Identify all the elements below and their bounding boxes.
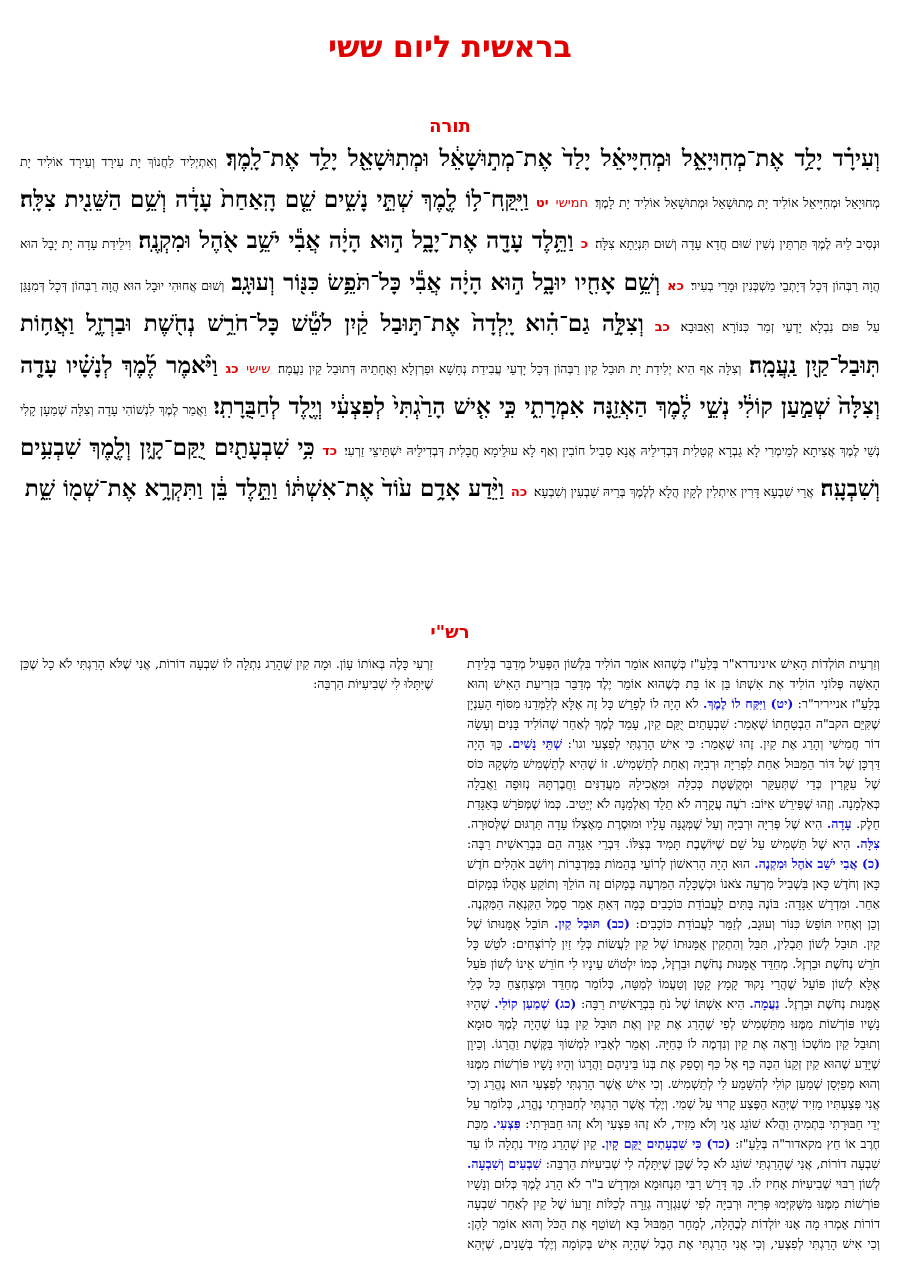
- rashi-dibur-hamatchil: (יט) וַיִּקַּח לוֹ לֶמֶךְ.: [703, 696, 794, 711]
- rashi-dibur-hamatchil: צִלָּה.: [856, 836, 880, 851]
- rashi-comment: לֹא הָיָה לוֹ לְפָרֵשׁ כָּל זֶה אֶלָּא לְלַמְּדֵנוּ מִסּוֹף הָעִנְיָן שֶׁקִּיֵּם הקב"ה הַבְטָחָתוֹ שֶׁאָמַר: שִׁבְעָתַיִם יֻקַּם קַיִן, עָמַד לֶמֶךְ לְאַחַר שֶׁהוֹלִיד בָּנִים וְעָשָׂה דוֹר חֲמִישִׁי וְהָרַג אֶת קַיִן. זֶהוּ שֶׁאָמַר: כִּי אִישׁ הָרַגְתִּי לְפִצְעִי וגו':: [467, 696, 880, 751]
- targum-text: וְשׁוּם אֲחוּהִי יוּבָל הוּא הֲוָה רַבְּהוֹן דְּכָל דְּמִנַּגַּן עַל פּוּם נִבְלָא יָדְעֵי זְמַר כִּנּוֹרָא וְאַבּוּבָא׃: [20, 277, 880, 334]
- rashi-comment: הִיא שֶׁל תַּשְׁמִישׁ עַל שֵׁם שֶׁיּוֹשֶׁבֶת תָּמִיד בְּצִלּוֹ. דִּבְרֵי אַגָּדָה הֵם בִּבְרֵאשִׁית רַבָּה:: [467, 836, 851, 851]
- verse-text: וַתֵּ֥לֶד עָדָ֖ה אֶת־יָבָ֑ל ה֣וּא הָיָ֔ה אֲבִ֕י יֹשֵׁ֥ב אֹ֖הֶל וּמִקְנֶֽה׃: [138, 227, 574, 254]
- verse-number: כא: [667, 278, 684, 294]
- rashi-comment: קַיִן שֶׁהָרַג מֵזִיד נִתְלָה לוֹ עַד שִׁבְעָה דוֹרוֹת, אֲנִי שֶׁהָרַגְתִּי שׁוֹגֵג לֹא כָל שֶׁכֵּן שֶׁיִּתָּלֶה לִי שְׁבִיעִיּוֹת הַרְבֵּה:: [467, 1136, 880, 1171]
- verse-number: כה: [510, 485, 528, 500]
- rashi-dibur-hamatchil: עָדָה.: [826, 816, 852, 831]
- page-title: בראשית ליום ששי: [328, 30, 572, 65]
- rashi-comment: הוּא הָיָה הָרִאשׁוֹן לְרוֹעֵי בְּהֵמוֹת בַּמִּדְבָּרוֹת וְיוֹשֵׁב אֹהָלִים חֹדֶשׁ כָּאן וְחֹדֶשׁ כָּאן בִּשְׁבִיל מִרְעֵה צֹאנוֹ וּכְשֶׁכָּלָה הַמִּרְעֶה בְּמָקוֹם זֶה הוֹלֵךְ וְתוֹקֵעַ אָהֳלוֹ בְּמָקוֹם אַחֵר. וּמִדְרָשׁ אַגָּדָה: בּוֹנֶה בָּתִּים לַעֲבוֹדַת כּוֹכָבִים כְּמָה דְּאַתְּ אָמַר סֵמֶל הַקִּנְאָה הַמַּקְנֶה. וְכֵן וְאָחִיו תּוֹפֵשׂ כִּנּוֹר וְעוּגָב, לְזַמֵּר לַעֲבוֹדַת כּוֹכָבִים:: [467, 856, 880, 931]
- rashi-comment: תּוֹבֵל אֻמָּנוּתוֹ שֶׁל קַיִן. תּוּבַל לְשׁוֹן תַּבְלִין, תִּבֵּל וְהִתְקִין אֻמָּנוּתוֹ שֶׁל קַיִן לַעֲשׂוֹת כְּלֵי זַיִן לָרוֹצְחִים: לֹטֵשׁ כָּל חֹרֵשׁ נְחֹשֶׁת וּבַרְזֶל. מְחַדֵּד אֻמָּנוּת נְחֹשֶׁת וּבַרְזֶל, כְּמוֹ יִלְטוֹשׁ עֵינָיו לִי חוֹרֵשׁ אֵינוֹ לְשׁוֹן פֹּעַל אֶלָּא לְשׁוֹן פּוֹעֵל שֶׁהֲרֵי נָקוּד קָמָץ קָטָן וְטַעֲמוֹ לְמַטָּה, כְּלוֹמַר מְחַדֵּד וּמְצַחְצֵחַ כָּל כְּלֵי אֻמָּנוּת נְחֹשֶׁת וּבַרְזֶל.: [467, 916, 880, 1011]
- verse-text: וַיֹּ֨אמֶר לֶ֜מֶךְ לְנָשָׁ֗יו עָדָ֤ה וְצִלָּה֙ שְׁמַ֣עַן קוֹלִ֔י נְשֵׁ֣י לֶ֔מֶךְ הַאְזֵ֖נָּה אִמְרָתִ֑י כִּ֣י אִ֤ישׁ הָרַ֙גְתִּי֙ לְפִצְעִ֔י וְיֶ֖לֶד לְחַבֻּרָתִֽי׃: [20, 351, 880, 420]
- rashi-dibur-hamatchil: שְׁתֵּי נָשִׁים.: [508, 736, 563, 751]
- aliyah-marker: חמישי: [555, 195, 589, 211]
- verse-number: כב: [654, 320, 670, 335]
- verse-text: וַיִּֽקַּֽח־ל֥וֹ לֶ֖מֶךְ שְׁתֵּ֣י נָשִׁ֑ים שֵׁ֤ם הָֽאַחַת֙ עָדָ֔ה וְשֵׁ֥ם הַשֵּׁנִ֖ית צִלָּֽה׃: [20, 185, 529, 213]
- verse-text: וַיֵּ֨דַע אָדָ֥ם ע֙וֹד֙ אֶת־אִשְׁתּ֔וֹ וַתֵּ֣לֶד בֵּ֔ן וַתִּקְרָ֥א אֶת־שְׁמ֖וֹ שֵׁ֑ת: [24, 475, 505, 502]
- verse-number: כד: [322, 443, 338, 459]
- targum-text: וּנְסִיב לֵיהּ לֶמֶךְ תַּרְתֵּין נְשִׁין שׁוּם חֲדָא עָדָה וְשׁוּם תִּנְיֵתָא צִלָּה׃: [595, 236, 880, 251]
- verse-number: כ: [580, 237, 589, 252]
- verse-number: כג: [225, 361, 239, 377]
- targum-text: וְצִלָּה אַף הִיא יְלִידַת יָת תּוּבַל קַיִן רַבְּהוֹן דְּכָל יָדְעֵי עֲבִידַת נְחָשָׁא וּפַרְזְלָא וַאֲחָתֵיהּ דְּתוּבַל קַיִן נַעֲמָה׃: [278, 360, 742, 376]
- rashi-dibur-hamatchil: (כב) תּוּבַל קַיִן.: [553, 916, 630, 931]
- rashi-dibur-hamatchil: שִׁבְעִים וְשִׁבְעָה.: [467, 1156, 542, 1171]
- torah-text: [20, 140, 880, 618]
- rashi-comment: מַכַּת חֶרֶב אוֹ חֵץ מקאדור"ה בְּלַעַ"ז:: [467, 1116, 880, 1151]
- aliyah-marker: שישי: [246, 361, 271, 377]
- rashi-comment: הִיא שֶׁל פְּרִיָּה וּרְבִיָּה וְעַל שֶׁמְּגֻנָּה עָלָיו וּמוּסֶרֶת מֵאֶצְלוֹ עָדָה תַּרְגּוּם שֶׁלְּסוּרָה.: [467, 816, 823, 831]
- verse-text: כִּ֥י שִׁבְעָתַ֖יִם יֻקַּם־קָ֑יִן וְלֶ֖מֶךְ שִׁבְעִ֥ים וְשִׁבְעָֽה׃: [20, 433, 880, 502]
- verse-number: יט: [535, 195, 549, 211]
- rashi-commentary: [20, 654, 880, 1254]
- targum-text: וַאֲמַר לֶמֶךְ לִנְשׁוֹהִי עָדָה וְצִלָּה שְׁמַעָן קָלִי נְשֵׁי לֶמֶךְ אֲצִיתָא לְמֵימְרִי לָא גַבְרָא קְטָלִית דְּבְדִילֵיהּ אֲנָא סָבִיל חוֹבִין וְאַף לָא עוּלֵימָא חֲבָלִית דְּבְדִילֵיהּ יִשְׁתֵּיצֵי זַרְעִי׃: [20, 402, 880, 458]
- rashi-dibur-hamatchil: (כד) כִּי שִׁבְעָתַיִם יֻקַּם קָיִן.: [601, 1136, 731, 1151]
- verse-text: וְשֵׁ֥ם אָחִ֖יו יוּבָ֑ל ה֣וּא הָיָ֔ה אֲבִ֕י כָּל־תֹּפֵ֥שׂ כִּנּ֖וֹר וְעוּגָֽב׃: [231, 268, 661, 296]
- rashi-comment: שֶׁהָיוּ נָשָׁיו פּוֹרְשׁוֹת מִמֶּנּוּ מִתַּשְׁמִישׁ לְפִי שֶׁהָרַג אֶת קַיִן וְאֶת תּוּבַל קַיִן בְּנוֹ שֶׁהָיָה לֶמֶךְ סוּמָא וְתוּבַל קַיִן מוֹשְׁכוֹ וְרָאָה אֶת קַיִן וְנִדְמֶה לוֹ כְּחַיָּה. וְאָמַר לְאָבִיו לִמְשׁוֹךְ בַּקֶּשֶׁת וַהֲרָגוֹ. וְכֵיוָן שֶׁיָּדַע שֶׁהוּא קַיִן זְקֵנוֹ הִכָּה כַּף אֶל כַּף וְסָפַק אֶת בְּנוֹ בֵּינֵיהֶם וַהֲרָגוֹ וְהָיוּ נָשָׁיו פּוֹרְשׁוֹת מִמֶּנּוּ וְהוּא מְפַיְּסָן שְׁמַעַן קוֹלִי לְהִשָּׁמַע לִי לְתַשְׁמִישׁ. וְכִי אִישׁ אֲשֶׁר הָרַגְתִּי לְפִצְעִי הוּא נֶהֱרַג וְכִי אֲנִי פְּצַעְתִּיו מֵזִיד שֶׁיְּהֵא הַפֶּצַע קָרוּי עַל שְׁמִי. וְיֶלֶד אֲשֶׁר הָרַגְתִּי לְחַבּוּרָתִי נֶהֱרַג, כְּלוֹמַר עַל יְדֵי חַבּוּרָתִי בִּתְמִיהָ וַהֲלֹא שׁוֹגֵג אֲנִי וְלֹא מֵזִיד, לֹא זֶהוּ פִּצְעִי וְלֹא זֶהוּ חַבּוּרָתִי:: [467, 996, 880, 1131]
- verse-text: וְצִלָּ֣ה גַם־הִ֗וא יָֽלְדָה֙ אֶת־תּ֣וּבַל קַ֔יִן לֹטֵ֕שׁ כָּל־חֹרֵ֥שׁ נְחֹ֖שֶׁת וּבַרְזֶ֑ל וַאֲח֥וֹת תּֽוּבַל־קַ֖יִן נַֽעֲמָֽה׃: [20, 310, 880, 379]
- targum-text: וְאִתְיְלִיד לַחֲנוֹךְ יָת עִירָד וְעִירָד אוֹלִיד יָת מְחוּיָאֵל וּמְחִיָּיאֵל אוֹלִיד יָת מְתוּשָׁאֵל וּמְתוּשָׁאֵל אוֹלִיד יָת לָמֶךְ׃: [20, 154, 880, 210]
- rashi-comment: וְזִרְעִית תּוֹלְדוֹת הָאִישׁ אינינדרא"ר בְּלַעַ"ז כְּשֶׁהוּא אוֹמֵר הוֹלִיד בִּלְשׁוֹן הַפְּעִיל מְדַבֵּר בְּלֵידַת הָאִשָּׁה פְּלוֹנִי הוֹלִיד אֶת אִשְׁתּוֹ בֵּן אוֹ בַּת כְּשֶׁהוּא אוֹמֵר יֶלֶד מְדַבֵּר בִּזְרִיעַת הָאִישׁ וְהוּא בְּלַעַ"ז אנייריר"ר:: [467, 656, 880, 711]
- rashi-dibur-hamatchil: (כג) שְׁמַעַן קוֹלִי.: [494, 996, 577, 1011]
- rashi-dibur-hamatchil: נַעֲמָה.: [749, 996, 780, 1011]
- torah-heading: תורה: [429, 116, 471, 137]
- verse-text: וְעִירָ֗ד יָלַ֥ד אֶת־מְחֽוּיָאֵ֑ל וּמְחִיָּיאֵ֗ל יָלַד֙ אֶת־מְת֣וּשָׁאֵ֔ל וּמְתֽוּשָׁאֵ֖ל יָלַ֥ד אֶת־לָֽמֶךְ׃: [226, 145, 880, 172]
- rashi-comment: הִיא אִשְׁתּוֹ שֶׁל נֹחַ בִּבְרֵאשִׁית רַבָּה:: [580, 996, 745, 1011]
- rashi-dibur-hamatchil: (כ) אֲבִי יֹשֵׁב אֹהֶל וּמִקְנֶה.: [754, 856, 880, 871]
- rashi-comment: לְשׁוֹן רִבּוּי שְׁבִיעִיּוֹת אָחִיז לוֹ. כָּךְ דָּרַשׁ רַבִּי תַּנְחוּמָא וּמִדְרָשׁ ב"ר לֹא הָרַג לֶמֶךְ כְּלוּם וְנָשָׁיו פּוֹרְשׁוֹת מִמֶּנּוּ מִשֶּׁקִּיְּמוּ פְּרִיָּה וּרְבִיָּה לְפִי שֶׁנִּגְזְרָה גְזֵרָה לְכַלּוֹת זַרְעוֹ שֶׁל קַיִן לְאַחַר שִׁבְעָה דוֹרוֹת אָמְרוּ מָה אָנוּ יוֹלְדוֹת לְבֶהָלָה, לְמָחָר הַמַּבּוּל בָּא וְשׁוֹטֵף אֶת הַכֹּל וְהוּא אוֹמֵר לָהֶן: וְכִי אִישׁ הָרַגְתִּי לְפִצְעִי, וְכִי אֲנִי הָרַגְתִּי אֶת הֶבֶל שֶׁהָיָה אִישׁ בְּקוֹמָה וְיֶלֶד בְּשָׁנִים, שֶׁיְּהֵא זַרְעִי כָּלֶה בְּאוֹתוֹ עָוֹן. וּמָה קַיִן שֶׁהָרַג נִתְלָה לוֹ שִׁבְעָה דוֹרוֹת, אֲנִי שֶׁלֹּא הָרַגְתִּי לֹא כָל שֶׁכֵּן שֶׁיִּתָּלוּ לִי שְׁבִיעִיּוֹת הַרְבֵּה:: [20, 656, 880, 1251]
- targum-text: וִילֵידַת עָדָה יָת יָבָל הוּא הֲוָה רַבְּהוֹן דְּכָל דְּיָתְבֵי מַשְׁכְּנִין וּמָרֵי בְעִיר׃: [20, 236, 880, 293]
- rashi-dibur-hamatchil: פִּצְעִי.: [492, 1116, 521, 1131]
- targum-text: אֲרֵי שִׁבְעָא דָּרִין אִיתְלִין לְקָיִן הֲלָא לְלֶמֶךְ בְּרֵיהּ שַׁבְעִין וְשִׁבְעָא׃: [533, 484, 814, 499]
- rashi-heading: רש"י: [430, 622, 470, 643]
- rashi-comment: כָּךְ הָיָה דַּרְכָּן שֶׁל דּוֹר הַמַּבּוּל אַחַת לִפְרִיָּה וּרְבִיָּה וְאַחַת לְתַשְׁמִישׁ. זוֹ שֶׁהִיא לְתַשְׁמִישׁ מַשְׁקָהּ כּוֹס שֶׁל עִקָּרִין כְּדֵי שֶׁתְּעַקֵּר וּמְקֻשֶּׁטֶת כְּכַלָּה וּמַאֲכִילָהּ מַעֲדַנִּים וַחֲבֶרְתָּהּ נְזוּפָה וַאֲבֵלָה כְּאַלְמָנָה. וְזֶהוּ שֶׁפֵּירֵשׁ אִיּוֹב: רֹעֶה עֲקָרָה לֹא תֵלֵד וְאַלְמָנָה לֹא יְיֵטִיב. כְּמוֹ שֶׁמְּפֹרָשׁ בְּאַגָּדַת חֵלֶק.: [467, 736, 880, 831]
